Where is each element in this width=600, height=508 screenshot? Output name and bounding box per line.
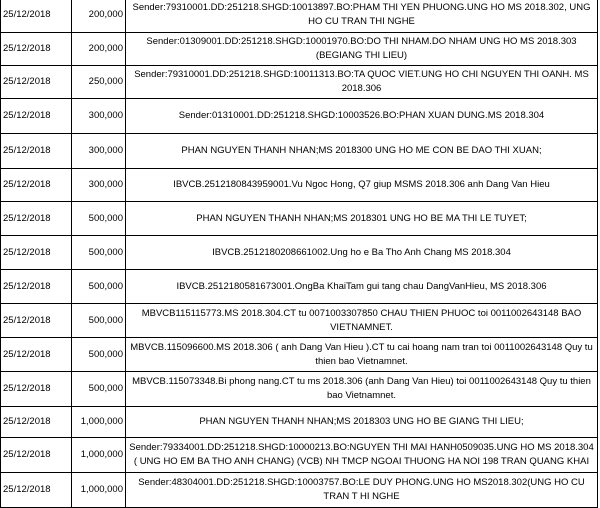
amount-cell: 500,000 <box>72 304 126 338</box>
amount-cell: 300,000 <box>72 134 126 169</box>
table-row <box>1 304 598 338</box>
table-body <box>1 0 598 508</box>
table-row <box>1 33 598 66</box>
table-row <box>1 99 598 134</box>
description-cell: Sender:79310001.DD:251218.SHGD:10013897.BO:PHAM THI YEN PHUONG.UNG HO MS 2018.302, UNG HO CU TRAN THI NGHE <box>126 0 598 33</box>
description-cell: Sender:01309001.DD:251218.SHGD:10001970.BO:DO THI NHAM.DO NHAM UNG HO MS 2018.303 (BEGIANG THI LIEU) <box>126 33 598 66</box>
date-cell: 25/12/2018 <box>1 270 72 304</box>
table-row <box>1 407 598 438</box>
amount-cell: 500,000 <box>72 338 126 372</box>
date-cell: 25/12/2018 <box>1 134 72 169</box>
date-cell: 25/12/2018 <box>1 407 72 438</box>
amount-cell: 500,000 <box>72 236 126 270</box>
description-cell: Sender:01310001.DD:251218.SHGD:10003526.BO:PHAN XUAN DUNG.MS 2018.304 <box>126 99 598 134</box>
date-cell: 25/12/2018 <box>1 473 72 508</box>
description-cell: MBVCB.115096600.MS 2018.306 ( anh Dang Van Hieu ).CT tu cai hoang nam tran toi 0011002643148 Quy tu thien bao Vietnamnet. <box>126 338 598 372</box>
date-cell: 25/12/2018 <box>1 99 72 134</box>
date-cell: 25/12/2018 <box>1 304 72 338</box>
amount-cell: 1,000,000 <box>72 407 126 438</box>
amount-cell: 300,000 <box>72 99 126 134</box>
date-cell: 25/12/2018 <box>1 0 72 33</box>
description-cell: IBVCB.2512180208661002.Ung ho e Ba Tho Anh Chang MS 2018.304 <box>126 236 598 270</box>
amount-cell: 500,000 <box>72 202 126 236</box>
table-row <box>1 0 598 33</box>
date-cell: 25/12/2018 <box>1 338 72 372</box>
amount-cell: 200,000 <box>72 33 126 66</box>
amount-cell: 1,000,000 <box>72 473 126 508</box>
description-cell: Sender:79310001.DD:251218.SHGD:10011313.BO:TA QUOC VIET.UNG HO CHI NGUYEN THI OANH. MS 2018.306 <box>126 66 598 99</box>
table-row <box>1 438 598 473</box>
amount-cell: 1,000,000 <box>72 438 126 473</box>
table-row <box>1 236 598 270</box>
date-cell: 25/12/2018 <box>1 169 72 202</box>
description-cell: IBVCB.2512180581673001.OngBa KhaiTam gui tang chau DangVanHieu, MS 2018.306 <box>126 270 598 304</box>
description-cell: Sender:48304001.DD:251218.SHGD:10003757.BO:LE DUY PHONG.UNG HO MS2018.302(UNG HO CU TRAN T HI NGHE <box>126 473 598 508</box>
amount-cell: 250,000 <box>72 66 126 99</box>
table-row <box>1 66 598 99</box>
amount-cell: 200,000 <box>72 0 126 33</box>
table-row <box>1 270 598 304</box>
description-cell: MBVCB115115773.MS 2018.304.CT tu 0071003307850 CHAU THIEN PHUOC toi 0011002643148 BAO VIETNAMNET. <box>126 304 598 338</box>
table-row <box>1 338 598 372</box>
description-cell: Sender:79334001.DD:251218.SHGD:10000213.BO:NGUYEN THI MAI HANH0509035.UNG HO MS 2018.304 ( UNG HO EM BA THO ANH CHANG) (VCB) NH TMCP NGOAI THUONG HA NOI 198 TRAN QUANG KHAI <box>126 438 598 473</box>
date-cell: 25/12/2018 <box>1 236 72 270</box>
table-row <box>1 169 598 202</box>
table-row <box>1 134 598 169</box>
amount-cell: 300,000 <box>72 169 126 202</box>
amount-cell: 500,000 <box>72 372 126 407</box>
table-row <box>1 473 598 508</box>
description-cell: IBVCB.2512180843959001.Vu Ngoc Hong, Q7 giup MSMS 2018.306 anh Dang Van Hieu <box>126 169 598 202</box>
amount-cell: 500,000 <box>72 270 126 304</box>
date-cell: 25/12/2018 <box>1 33 72 66</box>
table-row <box>1 372 598 407</box>
date-cell: 25/12/2018 <box>1 202 72 236</box>
date-cell: 25/12/2018 <box>1 66 72 99</box>
description-cell: PHAN NGUYEN THANH NHAN;MS 2018300 UNG HO ME CON BE DAO THI XUAN; <box>126 134 598 169</box>
description-cell: PHAN NGUYEN THANH NHAN;MS 2018303 UNG HO BE GIANG THI LIEU; <box>126 407 598 438</box>
table-row <box>1 202 598 236</box>
date-cell: 25/12/2018 <box>1 438 72 473</box>
description-cell: MBVCB.115073348.Bi phong nang.CT tu ms 2018.306 (anh Dang Van Hieu) toi 0011002643148 Quy tu thien bao Vietnamnet. <box>126 372 598 407</box>
description-cell: PHAN NGUYEN THANH NHAN;MS 2018301 UNG HO BE MA THI LE TUYET; <box>126 202 598 236</box>
date-cell: 25/12/2018 <box>1 372 72 407</box>
